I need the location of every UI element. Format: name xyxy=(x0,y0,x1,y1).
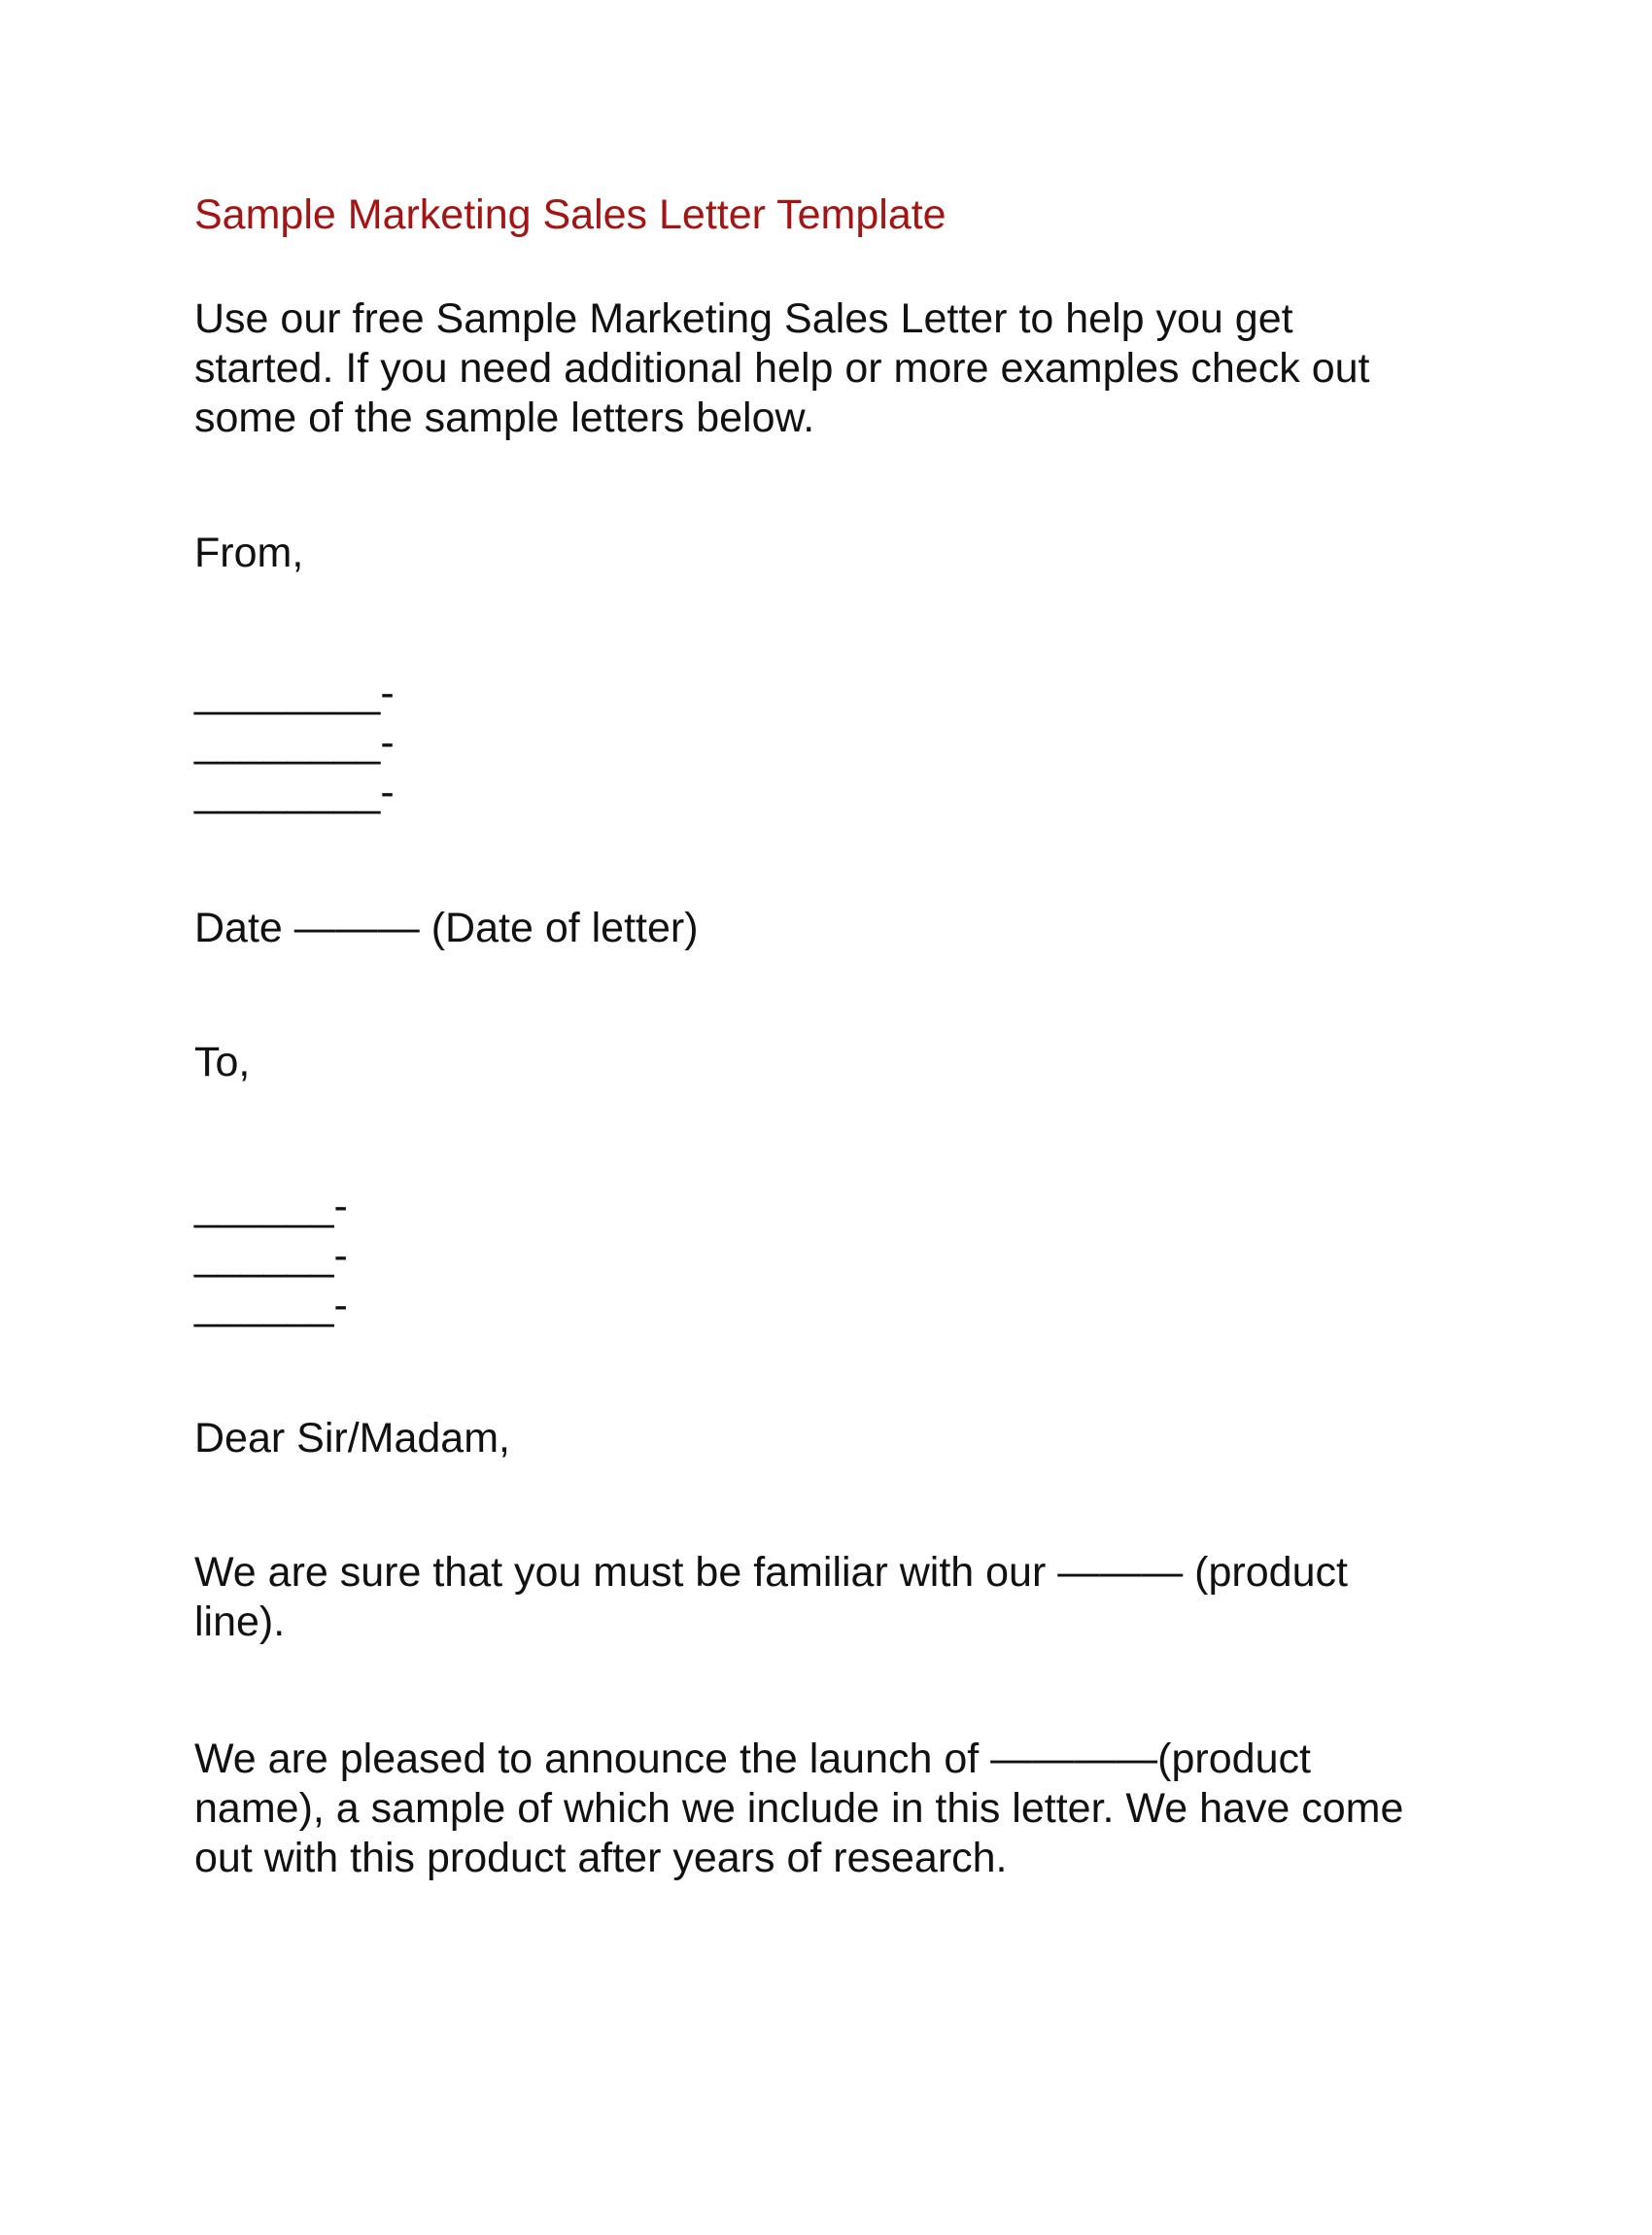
paragraph-line: We are pleased to announce the launch of ————(product xyxy=(194,1736,1311,1782)
body-paragraph-2 xyxy=(194,1735,1403,1883)
from-label: From, xyxy=(194,530,304,576)
paragraph-line: line). xyxy=(194,1599,286,1645)
paragraph-line: We are sure that you must be familiar with our ——— (product xyxy=(194,1549,1348,1596)
intro-line: started. If you need additional help or more examples check out xyxy=(194,345,1370,392)
from-address-blanks xyxy=(194,669,395,817)
paragraph-line: out with this product after years of research. xyxy=(194,1835,1008,1881)
to-blank-line: ______- xyxy=(194,1183,348,1229)
from-blank-line: ________- xyxy=(194,670,395,716)
to-label: To, xyxy=(194,1039,251,1085)
body-paragraph-1 xyxy=(194,1548,1348,1647)
to-blank-line: ______- xyxy=(194,1232,348,1279)
from-blank-line: ________- xyxy=(194,769,395,815)
document-title: Sample Marketing Sales Letter Template xyxy=(194,191,946,238)
salutation: Dear Sir/Madam, xyxy=(194,1415,510,1461)
intro-paragraph xyxy=(194,294,1369,443)
to-blank-line: ______- xyxy=(194,1282,348,1328)
date-line: Date ——— (Date of letter) xyxy=(194,905,699,951)
paragraph-line: name), a sample of which we include in this letter. We have come xyxy=(194,1785,1404,1832)
intro-line: Use our free Sample Marketing Sales Letter to help you get xyxy=(194,295,1293,342)
from-blank-line: ________- xyxy=(194,719,395,766)
intro-line: some of the sample letters below. xyxy=(194,395,815,441)
to-address-blanks xyxy=(194,1182,348,1330)
